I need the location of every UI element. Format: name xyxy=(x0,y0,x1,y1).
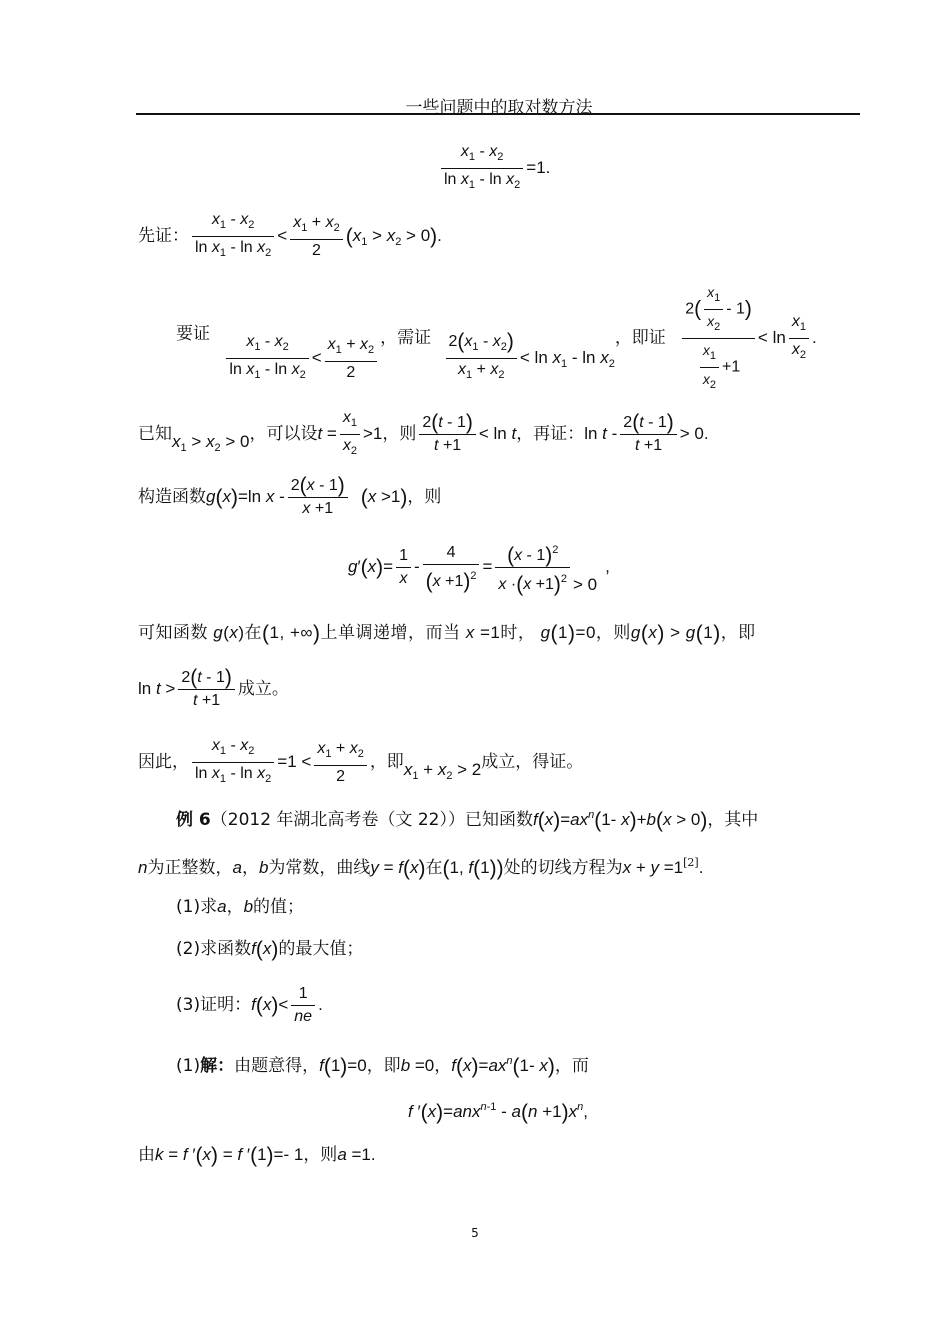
running-header: 一些问题中的取对数方法 xyxy=(405,98,593,118)
example6-source: （2012 年湖北高考卷（文 22））已知函数 xyxy=(210,810,533,830)
derivative-line: g′(x)= $\frac{1}{x}$ - $\frac{4}{(x +1)^2}$ = $\frac{(x - 1)^2}{x \cdot(x +1)^2}$ > 0, xyxy=(348,540,610,596)
question1-tail: 的值； xyxy=(253,897,305,917)
then-prove-text: ，再证： xyxy=(516,424,585,444)
example6-n-text: 为正整数， xyxy=(147,858,233,878)
solution1-num: (1) xyxy=(176,1056,201,1076)
to-prove-text: 要证 xyxy=(176,324,210,344)
first-prove-line: 先证： $\frac{x_1 - x_2}{\ln x_1 - \ln x_2}$ < $\frac{x_1 + x_2}{2}$ $(x_1 > x_2 > 0)$. xyxy=(138,211,442,259)
page-number: 5 xyxy=(471,1226,479,1240)
example6-const-text: 为常数，曲线 xyxy=(268,858,371,878)
example6-where: ，其中 xyxy=(707,810,759,830)
solution1-line: (1)解：由题意得，f(1)=0，即b =0，$f(x)=ax^n(1-$ x)，而 xyxy=(176,1055,589,1078)
i-e2-text: ，即 xyxy=(720,623,756,643)
slope-line: 由k = f ′(x) = f ′(1)=- 1，则a =1. xyxy=(138,1144,376,1167)
question2-line: (2)求函数f(x)的最大值； xyxy=(176,938,364,961)
holds-line: ln t > $\frac{2(t - 1)}{t +1}$ 成立。 xyxy=(138,666,289,709)
i-e3-text: ，即 xyxy=(369,752,404,772)
known-line: 已知$x_1 > x_2 > 0$，可以设t = $\frac{x_1}{x_2}$ >1，则 $\frac{2(t - 1)}{t +1}$ < ln t，再证：ln t - $\frac{2(t - 1)}{t +1}$ > 0. xyxy=(138,409,709,457)
holds2-text: 成立，得证。 xyxy=(481,752,584,772)
question2-tail: 的最大值； xyxy=(278,939,364,959)
first-prove-text: 先证： xyxy=(138,226,189,246)
construct-line: 构造函数g(x)=ln x - $\frac{2(x - 1)}{x +1}$ (x >1)，则 xyxy=(138,474,442,517)
equation-eq-one: $\frac{x_1 - x_2}{\ln x_1 - \ln x_2}$ =1. xyxy=(438,142,550,195)
knowable-text: 可知函数 xyxy=(138,623,208,643)
solution1-and: ，而 xyxy=(554,1056,589,1076)
then4-text: ，则 xyxy=(303,1145,338,1165)
example6-line: 例 6（2012 年湖北高考卷（文 22））已知函数$f(x)=ax^n(1-$ x)+b(x > 0)，其中 xyxy=(176,809,759,832)
reference-mark: [2] xyxy=(683,856,699,869)
can-set-text: ，可以设 xyxy=(249,424,318,444)
question2-text: (2)求函数 xyxy=(176,939,252,959)
therefore-text: 因此， xyxy=(138,752,189,772)
example6-at-text: 在 xyxy=(425,858,443,878)
known-text: 已知 xyxy=(138,424,172,444)
derivative-f-line: f $'(x)=anx^{n-1} - a(n +1)x^n$, xyxy=(408,1101,588,1124)
monotone-line: 可知函数 g(x)在(1, +∞)上单调递增，而当 x =1时， g(1)=0，则g(x) > g(1)，即 xyxy=(138,622,756,645)
example6-tangent-text: 处的切线方程为 xyxy=(503,858,623,878)
question3-text: (3)证明： xyxy=(176,995,252,1015)
construct-text: 构造函数 xyxy=(138,487,206,507)
question1-line: (1)求a，b的值； xyxy=(176,897,305,917)
from-text: 由 xyxy=(138,1145,155,1165)
then3-text: ，则 xyxy=(595,623,631,643)
header-rule xyxy=(136,113,860,115)
example6-label: 例 6 xyxy=(176,810,211,830)
question3-line: (3)证明：f(x)< $\frac{1}{ne}$ . xyxy=(176,985,323,1025)
solution1-ie: ，即 xyxy=(366,1056,401,1076)
to-prove-line: 要证 $\frac{x_1 - x_2}{\ln x_1 - \ln x_2}$ < $\frac{x_1 + x_2}{2}$ ，需证 $\frac{2(x_1 - x_2)}{x_1 + x_2}$ < $\ln x_1$ - $\ln x_2$，即证 2( $\frac{x_1}{x_2}$ - 1) $\frac{x_1}{x_2}$ +1 < ln $\frac{x_1}{x_2}$ . xyxy=(176,284,817,391)
solution-word: 解： xyxy=(200,1056,235,1076)
on-text: 在 xyxy=(244,623,263,643)
therefore-line: 因此， $\frac{x_1 - x_2}{\ln x_1 - \ln x_2}$ =1 < $\frac{x_1 + x_2}{2}$ ，即$x_1 + x_2 > 2$成立，得证。 xyxy=(138,737,584,785)
solution1-text: 由题意得， xyxy=(234,1056,320,1076)
monotone-text: 上单调递增，而当 xyxy=(320,623,461,643)
example6-line2: n为正整数，a，b为常数，曲线y = f(x)在(1, f(1))处的切线方程为x + y =1[2]. xyxy=(138,856,704,880)
need-prove-text: ，需证 xyxy=(380,328,432,348)
then2-text: ，则 xyxy=(407,487,442,507)
then-text: ，则 xyxy=(382,424,417,444)
holds-text: 成立。 xyxy=(237,679,289,699)
when-text: 时， xyxy=(500,623,536,643)
question1-text: (1)求 xyxy=(176,897,218,917)
i-e-text: ，即证 xyxy=(614,328,666,348)
